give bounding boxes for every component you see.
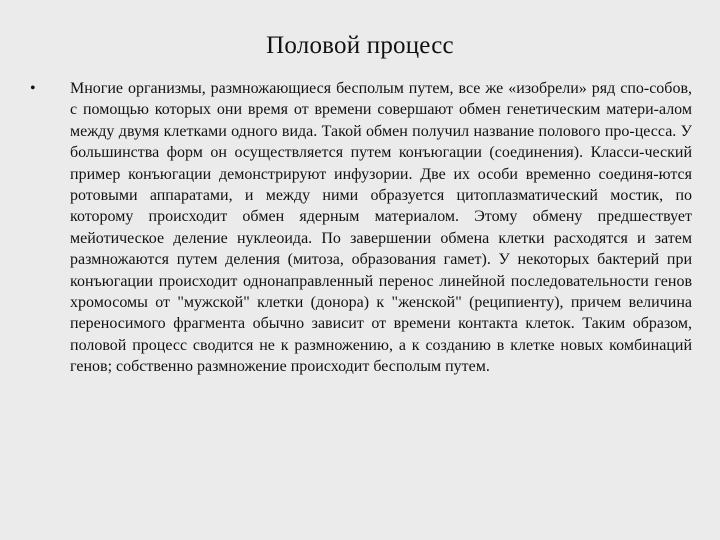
slide-title: Половой процесс <box>266 32 454 59</box>
bullet-text: Многие организмы, размножающиеся бесполым путем, все же «изобрели» ряд спо-собов, с помощью которых они время от времени совершают обмен генетическим матери-алом между двумя клетками одного вида. Такой обмен получил название полового про-цесса. У большинства форм он осуществляется путем конъюгации (соединения). Класси-ческий пример конъюгации демонстрируют инфузории. Две их особи временно соединя-ются ротовыми аппаратами, и между ними образуется цитоплазматический мостик, по которому происходит обмен ядерным материалом. Этому обмену предшествует мейотическое деление нуклеоида. По завершении обмена клетки расходятся и затем размножаются путем деления (митоза, образования гамет). У некоторых бактерий при конъюгации происходит однонаправленный перенос линейной последовательности генов хромосомы от "мужской" клетки (донора) к "женской" (реципиенту), причем величина переносимого фрагмента обычно зависит от времени контакта клеток. Таким образом, половой процесс сводится не к размножению, а к созданию в клетке новых комбинаций генов; собственно размножение происходит бесполым путем. <box>70 80 692 376</box>
bullet-item <box>30 78 692 378</box>
slide-body <box>30 78 692 378</box>
bullet-marker: • <box>30 80 36 97</box>
